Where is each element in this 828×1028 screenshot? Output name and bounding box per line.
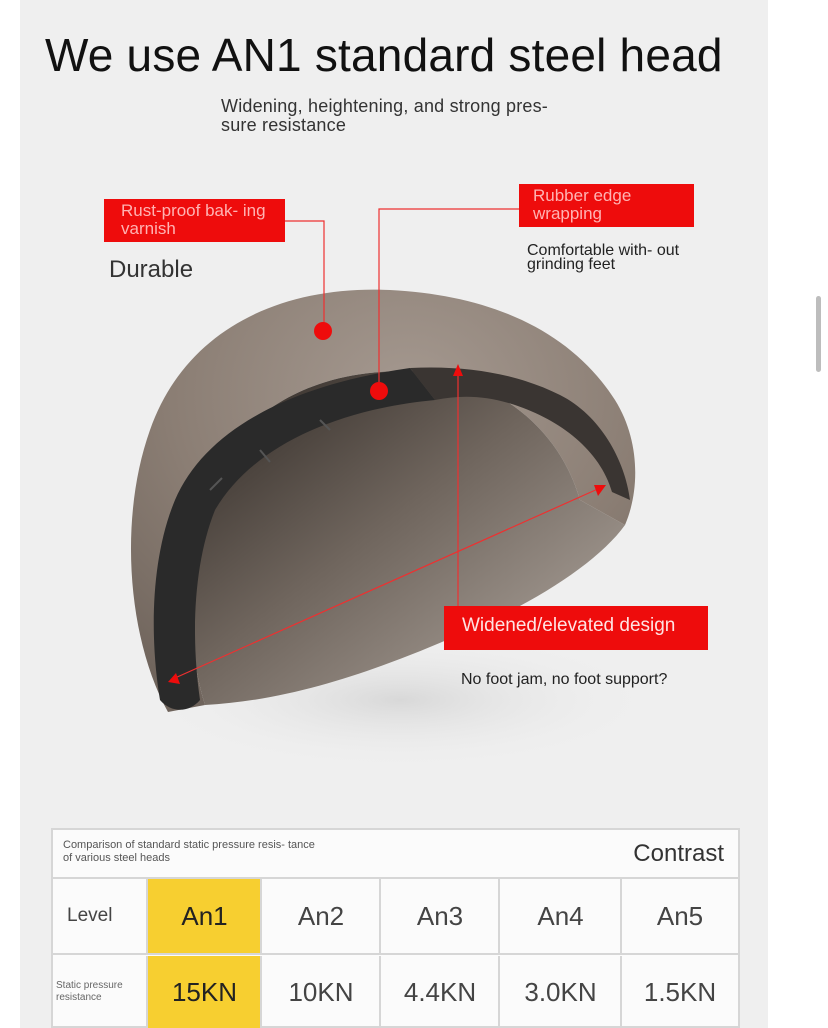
level-cell-an4: An4 (498, 879, 621, 953)
table-title: Contrast (633, 840, 724, 867)
table-note: Comparison of standard static pressure resis- tance of various steel heads (63, 839, 315, 864)
pressure-cell-an2: 10KN (260, 956, 380, 1028)
rust-proof-dot (314, 322, 332, 340)
comfortable-label: Comfortable with- out grinding feet (527, 242, 680, 273)
page-subtitle: Widening, heightening, and strong pres- sure resistance (221, 96, 549, 135)
rust-proof-tag: Rust-proof bak- ing varnish (104, 199, 285, 242)
table-row-pressure (53, 956, 738, 1028)
comparison-table (51, 828, 740, 1028)
no-foot-jam-label: No foot jam, no foot support? (461, 671, 668, 688)
page-title: We use AN1 standard steel head (45, 29, 723, 81)
rubber-edge-dot (370, 382, 388, 400)
level-cell-an1: An1 (146, 879, 261, 953)
level-label: Level (67, 905, 113, 926)
pressure-label: Static pressure resistance (56, 980, 123, 1003)
rubber-edge-tag: Rubber edge wrapping (519, 184, 694, 227)
level-cell-an2: An2 (260, 879, 380, 953)
durable-label: Durable (109, 256, 194, 283)
level-cell-an5: An5 (620, 879, 738, 953)
pressure-cell-an1: 15KN (146, 956, 261, 1028)
widened-design-tag: Widened/elevated design (444, 606, 708, 650)
pressure-cell-an3: 4.4KN (379, 956, 499, 1028)
table-row-level (53, 879, 738, 955)
pressure-cell-an4: 3.0KN (498, 956, 621, 1028)
table-header (53, 830, 738, 879)
pressure-cell-an5: 1.5KN (620, 956, 738, 1028)
level-cell-an3: An3 (379, 879, 499, 953)
